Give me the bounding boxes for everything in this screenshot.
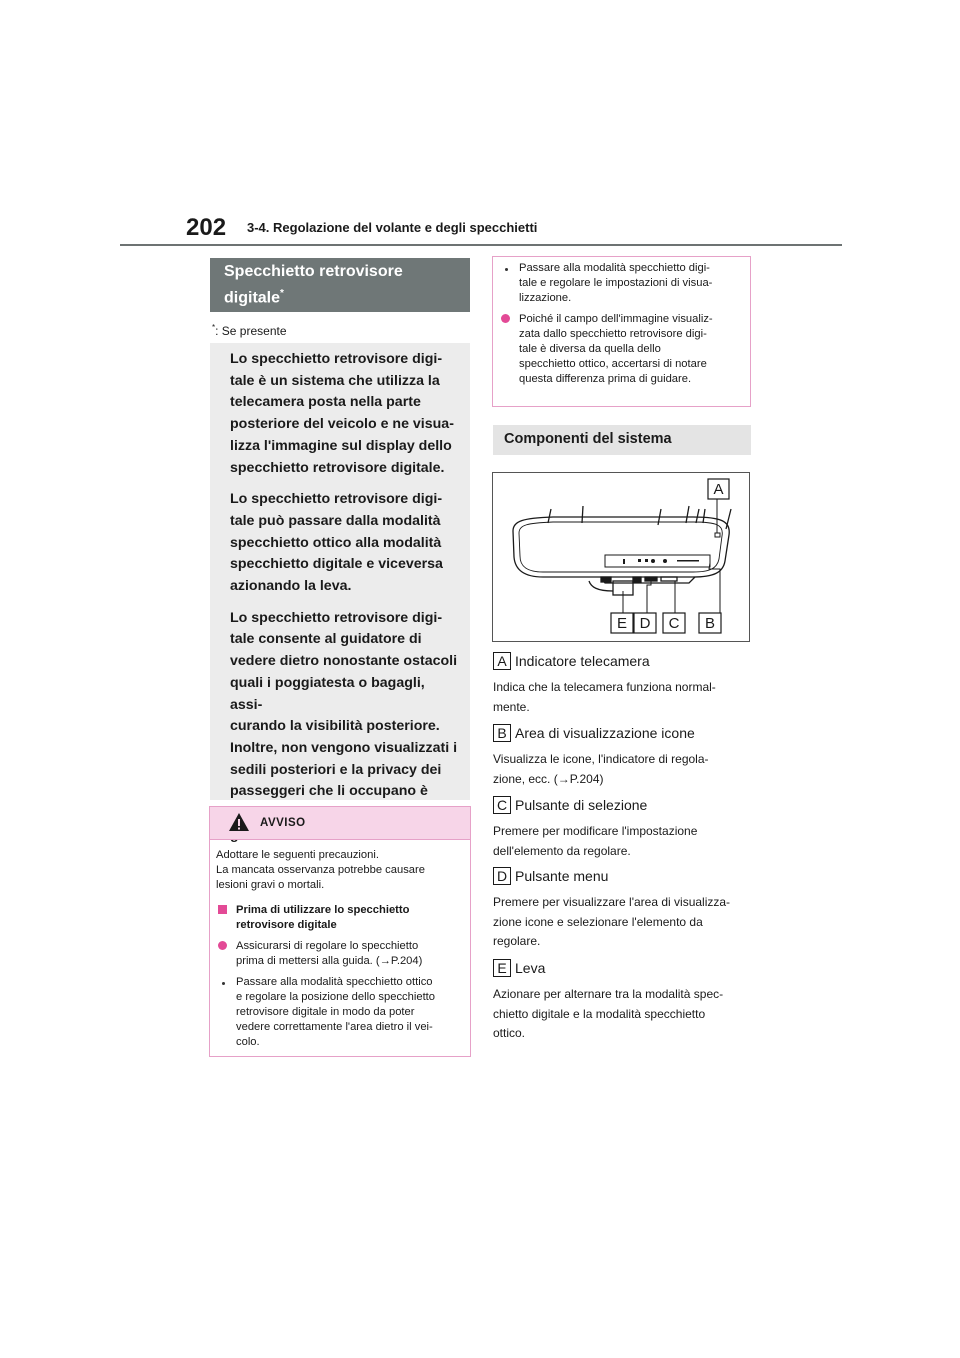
component-e-badge: E (493, 959, 511, 977)
small-bullet-icon (222, 982, 225, 985)
intro-box (210, 343, 470, 800)
component-a (493, 652, 755, 717)
figure-label-a: A (713, 481, 724, 498)
figure-label-d: D (639, 615, 651, 632)
figure-label-c: C (668, 615, 680, 632)
figure-label-b: B (704, 615, 716, 632)
square-bullet-icon (218, 905, 227, 914)
component-d (493, 867, 755, 952)
warning-heading: AVVISO (260, 817, 306, 829)
section-title (210, 258, 470, 312)
chapter-title: 3-4. Regolazione del volante e degli specchietti (247, 220, 538, 235)
warning-item-2 (216, 975, 462, 1050)
component-c-text: Premere per modificare l'impostazione dell'elemento da regolare. (493, 824, 698, 858)
component-b-text: Visualizza le icone, l'indicatore di regola- zione, ecc. (→P.204) (493, 752, 709, 786)
page-number: 202 (186, 214, 227, 241)
footnote-star: * (212, 323, 216, 332)
warning-item-2-text: Passare alla modalità specchietto ottico e regolare la posizione dello specchietto retrovisore digitale in modo da poter vedere correttamente l'area dietro il vei- colo. (236, 976, 436, 1048)
section-title-line1: Specchietto retrovisore (224, 263, 403, 280)
warning-subheading-text: Prima di utilizzare lo specchietto retrovisore digitale (236, 904, 410, 931)
component-a-title: Indicatore telecamera (515, 653, 650, 669)
continuation-item-1-text: Passare alla modalità specchietto digi- tale e regolare le impostazioni di visua- lizzazione. (519, 262, 713, 304)
component-c (493, 796, 755, 861)
component-e-text: Azionare per alternare tra la modalità spec- chietto digitale e la modalità specchietto ottico. (493, 987, 724, 1040)
circle-bullet-icon (501, 314, 510, 323)
warning-header (210, 807, 470, 840)
warning-item-1-text: Assicurarsi di regolare lo specchietto prima di mettersi alla guida. (→P.204) (236, 940, 423, 967)
warning-continuation-box (492, 256, 751, 407)
component-c-title: Pulsante di selezione (515, 797, 648, 813)
continuation-item-2 (499, 312, 742, 387)
header-divider (120, 244, 842, 246)
rearview-mirror-illustration (493, 473, 749, 641)
warning-line-1: Adottare le seguenti precauzioni. (216, 849, 379, 861)
section-title-star: * (280, 288, 284, 299)
footnote (212, 323, 287, 338)
component-b-title: Area di visualizzazione icone (515, 725, 695, 741)
component-b (493, 724, 755, 789)
warning-subheading (216, 903, 462, 933)
warning-triangle-icon (228, 812, 250, 832)
component-e (493, 959, 755, 1044)
component-d-badge: D (493, 867, 511, 885)
component-d-title: Pulsante menu (515, 868, 609, 884)
component-a-badge: A (493, 652, 511, 670)
intro-paragraph-1: Lo specchietto retrovisore digi- tale è un sistema che utilizza la telecamera posta nella parte posteriore del veicolo e ne visua- lizza l'immagine sul display dello specchietto retrovisore digitale. (230, 351, 454, 476)
component-c-badge: C (493, 796, 511, 814)
footnote-text: : Se presente (215, 324, 287, 338)
small-bullet-icon (505, 268, 508, 271)
intro-paragraph-2: Lo specchietto retrovisore digi- tale può passare dalla modalità specchietto ottico alla modalità specchietto digitale e viceversa azionando la leva. (230, 491, 443, 595)
circle-bullet-icon (218, 941, 227, 950)
component-d-text: Premere per visualizzare l'area di visualizza- zione icone e selezionare l'elemento da regolare. (493, 895, 731, 948)
figure-label-e: E (616, 615, 628, 632)
continuation-item-1 (499, 261, 742, 306)
warning-box (209, 806, 471, 1057)
mirror-figure (492, 472, 750, 642)
component-a-text: Indica che la telecamera funziona normal- mente. (493, 680, 716, 714)
section-title-line2: digitale (224, 289, 281, 307)
warning-item-1 (216, 939, 462, 969)
components-title: Componenti del sistema (493, 425, 751, 455)
warning-line-2: La mancata osservanza potrebbe causare lesioni gravi o mortali. (216, 864, 425, 891)
component-b-badge: B (493, 724, 511, 742)
component-e-title: Leva (515, 960, 546, 976)
intro-paragraph-3: Lo specchietto retrovisore digi- tale consente al guidatore di vedere dietro nonostante ostacoli quali i poggiatesta o bagagli, assi- curando la visibilità posteriore. Inoltre, non vengono visualizzati i sedili posteriori e la privacy dei passeggeri che li occupano è (230, 609, 458, 800)
continuation-item-2-text: Poiché il campo dell'immagine visualiz- zata dallo specchietto retrovisore digi- tale è diversa da quella dello specchietto ottico, accertarsi di notare questa differenza prima di guidare. (519, 313, 713, 385)
